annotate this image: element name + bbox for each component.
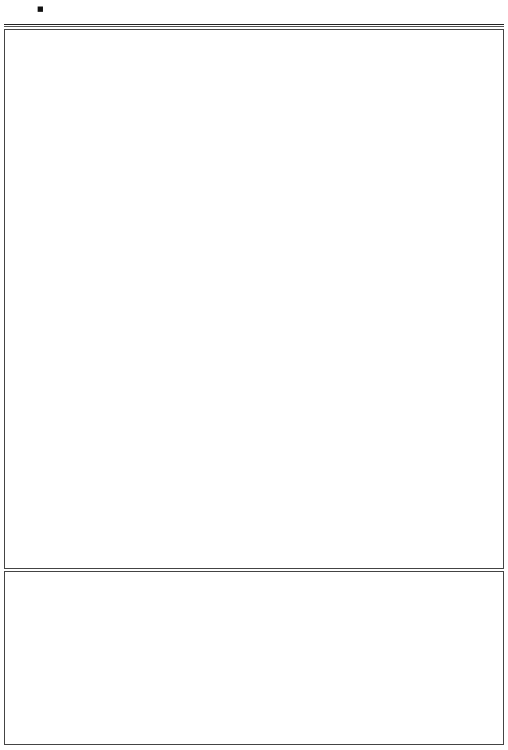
masthead — [4, 2, 504, 24]
masthead-rule — [4, 24, 504, 25]
announcement-block-lower — [4, 571, 504, 745]
masthead-rule-thin — [4, 26, 504, 27]
announcement-block-upper — [4, 29, 504, 569]
section-title — [37, 4, 47, 14]
page-frame — [4, 29, 504, 745]
